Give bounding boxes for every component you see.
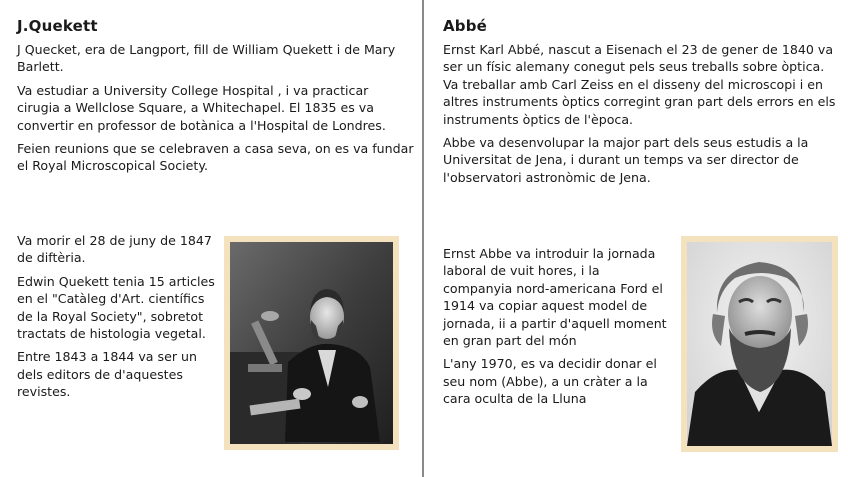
column-divider (422, 0, 424, 477)
quekett-paragraph-3: Feien reunions que se celebraven a casa seva, on es va fundar el Royal Microscopical Society. (17, 141, 414, 174)
abbe-paragraph-2: Abbe va desenvolupar la major part dels seus estudis a la Universitat de Jena, i durant un temps va ser director de l'observatori astronòmic de Jena. (443, 135, 809, 185)
quekett-death-paragraph: Va morir el 28 de juny de 1847 de diftèria. (17, 233, 212, 266)
quekett-column (17, 0, 415, 181)
abbe-workday-paragraph: Ernst Abbe va introduir la jornada laboral de vuit hores, i la companyia nord-americana Ford el 1914 va copiar aquest model de jornada, ii a partir d'aquell moment en gran part del món (443, 246, 667, 349)
abbe-portrait (681, 236, 838, 452)
quekett-editor-paragraph: Entre 1843 a 1844 va ser un dels editors de d'aquestes revistes. (17, 349, 197, 400)
quekett-lower-text (17, 232, 217, 407)
abbe-paragraph-1: Ernst Karl Abbé, nascut a Eisenach el 23 de gener de 1840 va ser un físic alemany conegut pels seus treballs sobre òptica. Va treballar amb Carl Zeiss en el disseny del microscopi i en altres instruments òptics corregint gran part dels errors en els instruments òptics de l'època. (443, 42, 836, 127)
abbe-portrait-image (687, 242, 832, 446)
quekett-portrait-image (230, 242, 393, 444)
quekett-paragraph-1: J Quecket, era de Langport, fill de William Quekett i de Mary Barlett. (17, 42, 396, 75)
abbe-title: Abbé (443, 17, 488, 35)
quekett-articles-paragraph: Edwin Quekett tenia 15 articles en el "Catàleg d'Art. científics de la Royal Society", sobretot tractats de histologia vegetal. (17, 273, 215, 342)
quekett-title: J.Quekett (17, 17, 98, 35)
abbe-lower-text (443, 245, 671, 414)
abbe-column (443, 0, 839, 192)
quekett-portrait (224, 236, 399, 450)
quekett-paragraph-2: Va estudiar a University College Hospital , i va practicar cirugia a Wellclose Square, a Whitechapel. El 1835 es va convertir en professor de botànica a l'Hospital de Londres. (17, 82, 386, 133)
abbe-crater-paragraph: L'any 1970, es va decidir donar el seu nom (Abbe), a un cràter a la cara oculta de la Lluna (443, 356, 657, 407)
